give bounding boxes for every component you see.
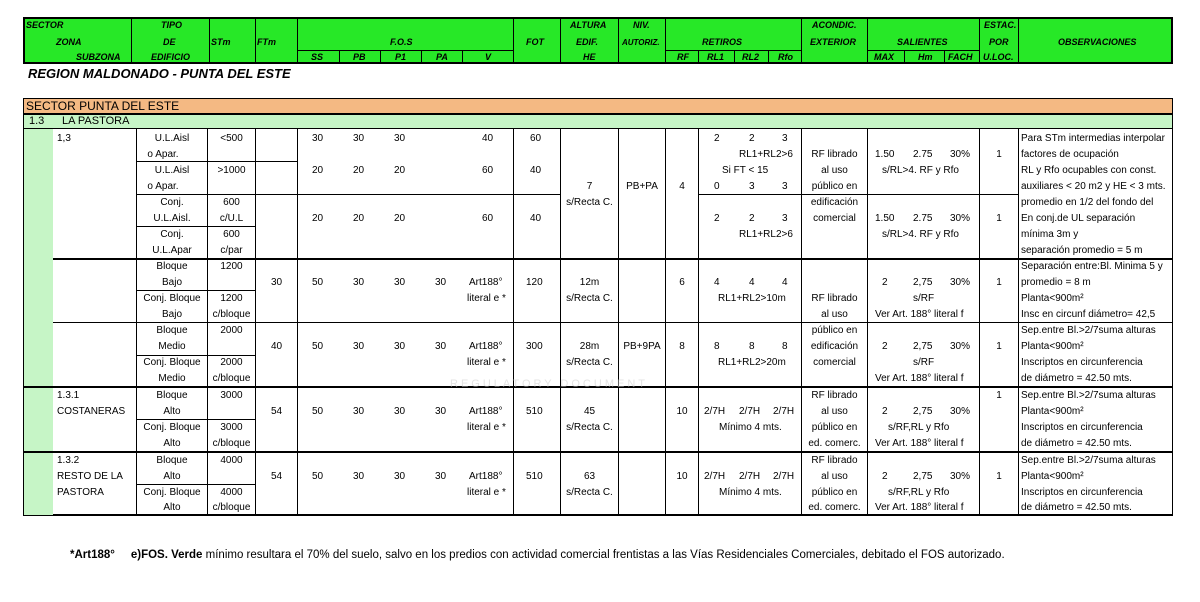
he-cell: s/Recta C. [566,197,613,208]
tipo-cell: Conj. Bloque [143,357,201,368]
stm-cell: 600 [223,197,240,208]
stm-cell: 1200 [220,293,243,304]
fos-ss: 50 [312,406,324,417]
obs-line: de diámetro = 42.50 mts. [1021,373,1132,384]
footnote-ref: *Art188° [70,549,115,561]
tipo-cell: Bajo [161,309,182,320]
obs-line: En conj.de UL separación [1021,213,1136,224]
header-de: DE [163,37,176,47]
zone-band [23,129,53,516]
acond-line: al uso [821,309,848,320]
fot-cell: 120 [526,277,543,288]
header-salientes: SALIENTES [897,37,948,47]
rfo-cell: 4 [782,277,788,288]
header-zona: ZONA [56,37,82,47]
obs-line: promedio = 8 m [1021,277,1091,288]
estac-cell: 1 [996,277,1002,288]
header-acondic: ACONDIC. [812,20,857,30]
rfo-cell: 3 [782,133,788,144]
obs-line: Planta<900m² [1021,406,1084,417]
fos-v: 60 [482,213,494,224]
stm-cell: 4000 [220,455,243,466]
obs-line: Insc en circunf diámetro= 42,5 [1021,309,1156,320]
fot-cell: 300 [526,341,543,352]
fos-pb: 30 [353,471,365,482]
zone-name: LA PASTORA [62,115,130,127]
obs-line: factores de ocupación [1021,149,1119,160]
fot-cell: 60 [530,133,542,144]
estac-cell: 1 [996,149,1002,160]
estac-cell: 1 [996,471,1002,482]
header-fach: FACH [948,52,973,62]
sal-rule: s/RF [913,357,935,368]
fos-ss: 20 [312,213,324,224]
zone-row [23,114,1173,129]
acond-line: al uso [821,406,848,417]
sal-rule: s/RF,RL y Rfo [888,422,950,433]
subzona-name: PASTORA [57,487,104,498]
acond-line: RF librado [811,293,858,304]
header-exterior: EXTERIOR [810,37,857,47]
he-cell: 7 [586,181,593,192]
fos-v: literal e * [467,422,506,433]
header-edificio: EDIFICIO [151,52,191,62]
he-cell: s/Recta C. [566,357,613,368]
rl1-cell: 4 [714,277,720,288]
acond-line: al uso [821,165,848,176]
rfo-cell: 2/7H [773,471,795,482]
header-p1: P1 [395,52,407,62]
watermark: REGULATORY DOCUMENT [450,378,648,390]
fot-cell: 510 [526,406,543,417]
acond-line: RF librado [811,390,858,401]
footnote-text: mínimo resultara el 70% del suelo, salvo en los predios con actividad comercial frentistas a las Vías Residenciales Comerciales, debitado el FOS autorizado. [202,549,1005,561]
sal-fach: 30% [950,213,971,224]
rl1-cell: 2/7H [704,406,726,417]
obs-line: mínima 3m y [1021,229,1079,240]
fos-p1: 30 [394,406,406,417]
he-cell: s/Recta C. [566,487,613,498]
fos-pa: 30 [435,406,447,417]
stm-cell: >1000 [217,165,246,176]
stm-cell: 3000 [220,422,243,433]
fos-ss: 30 [312,133,324,144]
tipo-cell: Conj. [160,229,184,240]
header-hm: Hm [918,52,933,62]
sal-fach: 30% [950,471,971,482]
header-rf: RF [677,52,689,62]
sal-fach: 30% [950,406,971,417]
header-altura: ALTURA [570,20,607,30]
tipo-cell: U.L.Aisl. [153,213,191,224]
he-cell: s/Recta C. [566,422,613,433]
header-ss: SS [311,52,324,62]
obs-line: de diámetro = 42.50 mts. [1021,502,1132,513]
ftm-cell: 54 [270,406,283,417]
sal-max: 1.50 [875,149,895,160]
rf-cell: 6 [679,277,685,288]
acond-line: público en [811,325,858,336]
subzona-code: 1.3.1 [57,390,80,401]
obs-line: Sep.entre Bl.>2/7suma alturas [1021,390,1156,401]
fos-pb: 30 [353,406,365,417]
fos-p1: 20 [394,213,406,224]
obs-line: RL y Rfo ocupables con const. [1021,165,1157,176]
header-he: HE [583,52,596,62]
acond-line: comercial [813,357,856,368]
rl1-cell: 2 [714,213,720,224]
fot-cell: 510 [526,471,543,482]
niv-cell: PB+9PA [623,341,661,352]
sal-max: 1.50 [875,213,895,224]
header-edif: EDIF. [576,37,599,47]
fos-v: Art188° [469,341,503,352]
subzona-code: 1.3.2 [57,455,80,466]
rl2-cell: 4 [749,277,755,288]
tipo-cell: U.L.Aisl [154,133,190,144]
fos-pb: 30 [353,277,365,288]
obs-line: Inscriptos en circunferencia [1021,422,1143,433]
fot-cell: 40 [530,213,542,224]
acond-line: RF librado [811,149,858,160]
fos-v: Art188° [469,406,503,417]
retiros-rule: RL1+RL2>6 [739,229,793,240]
stm-cell: 1200 [220,261,243,272]
tipo-cell: Conj. Bloque [143,293,201,304]
estac-cell: 1 [996,390,1002,401]
tipo-cell: Bajo [161,277,182,288]
sal-rule: s/RF,RL y Rfo [888,487,950,498]
tipo-cell: U.L.Aisl [154,165,190,176]
fos-ss: 50 [312,341,324,352]
obs-line: Planta<900m² [1021,293,1084,304]
header-niv: NIV. [633,20,650,30]
stm-cell: c/bloque [212,309,251,320]
fos-p1: 30 [394,471,406,482]
acond-line: edificación [810,341,859,352]
obs-line: Inscriptos en circunferencia [1021,487,1143,498]
sal-hm: 2.75 [913,213,933,224]
rf-cell: 10 [676,471,688,482]
rl2-cell: 2/7H [739,471,761,482]
subzona-name: COSTANERAS [57,406,126,417]
fot-cell: 40 [530,165,542,176]
fos-v: literal e * [467,487,506,498]
subzona-name: RESTO DE LA [57,471,123,482]
stm-cell: c/bloque [212,502,251,513]
sal-rule: Ver Art. 188° literal f [875,502,964,513]
sal-hm: 2,75 [913,341,933,352]
acond-line: al uso [821,471,848,482]
stm-cell: 3000 [220,390,243,401]
sal-rule: s/RL>4. RF y Rfo [882,229,959,240]
acond-line: público en [811,487,858,498]
ftm-cell: 54 [270,471,283,482]
sector-row [23,98,1173,114]
obs-line: auxiliares < 20 m2 y HE < 3 mts. [1021,181,1166,192]
fos-ss: 50 [312,277,324,288]
he-cell: s/Recta C. [566,293,613,304]
rl1-cell: 2 [714,133,720,144]
header-estac: ESTAC. [984,20,1017,30]
retiros-rule: Si FT < 15 [722,165,769,176]
tipo-cell: Medio [158,341,186,352]
acond-line: ed. comerc. [808,438,861,449]
obs-line: Inscriptos en circunferencia [1021,357,1143,368]
rfo-cell: 3 [782,181,788,192]
rl2-cell: 2 [749,213,755,224]
header-max: MAX [874,52,894,62]
acond-line: comercial [813,213,856,224]
tipo-cell: Medio [158,373,186,384]
rfo-cell: 8 [782,341,788,352]
region-title: REGION MALDONADO - PUNTA DEL ESTE [28,66,291,81]
header-ftm: FTm [257,37,276,47]
fos-pb: 30 [353,341,365,352]
tipo-cell: Bloque [156,325,188,336]
stm-cell: c/bloque [212,438,251,449]
header-v: V [485,52,492,62]
fos-p1: 30 [394,133,406,144]
stm-cell: 2000 [220,325,243,336]
rf-cell: 8 [679,341,685,352]
tipo-cell: Bloque [156,455,188,466]
header-uloc: U.LOC. [983,52,1014,62]
stm-cell: 600 [223,229,240,240]
fos-pb: 30 [353,133,365,144]
sal-max: 2 [882,341,888,352]
sal-max: 2 [882,471,888,482]
tipo-cell: Alto [163,406,181,417]
niv-cell: PB+PA [626,181,658,192]
header-fot: FOT [526,37,544,47]
ftm-cell: 30 [270,277,283,288]
header-observaciones: OBSERVACIONES [1058,37,1137,47]
retiros-rule: RL1+RL2>6 [739,149,793,160]
header-pa: PA [436,52,448,62]
sal-fach: 30% [950,277,971,288]
retiros-rule: RL1+RL2>20m [718,357,786,368]
fos-p1: 30 [394,277,406,288]
ftm-cell: 40 [270,341,283,352]
rl1-cell: 2/7H [704,471,726,482]
stm-cell: 2000 [220,357,243,368]
tipo-cell: Bloque [156,261,188,272]
tipo-cell: o Apar. [147,149,179,160]
rf-cell: 10 [676,406,688,417]
sal-max: 2 [882,277,888,288]
footnote-label: e)FOS. Verde [130,549,203,561]
obs-line: Planta<900m² [1021,471,1084,482]
he-cell: 28m [579,341,600,352]
footnote [70,549,1005,561]
fos-ss: 20 [312,165,324,176]
sal-rule: s/RL>4. RF y Rfo [882,165,959,176]
fos-v: literal e * [467,293,506,304]
sal-rule: Ver Art. 188° literal f [875,309,964,320]
sal-rule: Ver Art. 188° literal f [875,373,964,384]
header-por: POR [989,37,1009,47]
stm-cell: c/par [220,245,243,256]
sal-hm: 2.75 [913,149,933,160]
he-cell: 63 [583,471,596,482]
obs-line: Para STm intermedias interpolar [1021,133,1165,144]
fos-v: 60 [482,165,494,176]
sal-fach: 30% [950,341,971,352]
header-sector: SECTOR [26,20,64,30]
stm-cell: 4000 [220,487,243,498]
rl1-cell: 8 [714,341,720,352]
header-retiros: RETIROS [702,37,743,47]
tipo-cell: Conj. Bloque [143,422,201,433]
sal-hm: 2,75 [913,406,933,417]
obs-line: promedio en 1/2 del fondo del [1021,197,1154,208]
header-fos: F.O.S [390,37,413,47]
he-cell: 12m [579,277,600,288]
header-autoriz: AUTORIZ. [622,38,660,47]
acond-line: ed. comerc. [808,502,861,513]
obs-line: Sep.entre Bl.>2/7suma alturas [1021,325,1156,336]
fos-v: Art188° [469,277,503,288]
acond-line: RF librado [811,455,858,466]
fos-v: 40 [482,133,494,144]
tipo-cell: Alto [163,502,181,513]
estac-cell: 1 [996,213,1002,224]
fos-pa: 30 [435,341,447,352]
sector-title: SECTOR PUNTA DEL ESTE [26,99,180,113]
acond-line: edificación [810,197,859,208]
header-pb: PB [353,52,366,62]
sal-hm: 2,75 [913,277,933,288]
obs-line: separación promedio = 5 m [1021,245,1143,256]
fos-p1: 30 [394,341,406,352]
fos-v: literal e * [467,357,506,368]
fos-ss: 50 [312,471,324,482]
rfo-cell: 2/7H [773,406,795,417]
stm-cell: c/bloque [212,373,251,384]
estac-cell: 1 [996,341,1002,352]
fos-p1: 20 [394,165,406,176]
rl2-cell: 3 [749,181,755,192]
he-cell: 45 [583,406,596,417]
sal-fach: 30% [950,149,971,160]
stm-cell: c/U.L [219,213,244,224]
rl2-cell: 2 [749,133,755,144]
tipo-cell: Bloque [156,390,188,401]
header-tipo: TIPO [161,20,183,30]
tipo-cell: U.L.Apar [152,245,192,256]
rl2-cell: 8 [749,341,755,352]
sal-rule: Ver Art. 188° literal f [875,438,964,449]
tipo-cell: o Apar. [147,181,179,192]
fos-pa: 30 [435,277,447,288]
stm-cell: <500 [220,133,243,144]
retiros-rule: RL1+RL2>10m [718,293,786,304]
sal-rule: s/RF [913,293,935,304]
retiros-rule: Mínimo 4 mts. [719,487,782,498]
zone-number: 1.3 [29,115,45,127]
fos-pb: 20 [353,213,365,224]
acond-line: público en [811,422,858,433]
subzona-1-3: 1,3 [57,133,71,144]
tipo-cell: Alto [163,438,181,449]
obs-line: Planta<900m² [1021,341,1084,352]
rf-cell: 4 [679,181,685,192]
tipo-cell: Alto [163,471,181,482]
rl1-cell: 0 [714,181,720,192]
rl2-cell: 2/7H [739,406,761,417]
header-rl2: RL2 [742,52,760,62]
obs-line: Sep.entre Bl.>2/7suma alturas [1021,455,1156,466]
rfo-cell: 3 [782,213,788,224]
tipo-cell: Conj. [160,197,184,208]
obs-line: Separación entre:Bl. Minima 5 y [1021,261,1163,272]
acond-line: público en [811,181,858,192]
sal-max: 2 [882,406,888,417]
header-stm: STm [211,37,231,47]
header-rl1: RL1 [707,52,725,62]
fos-pb: 20 [353,165,365,176]
sal-hm: 2,75 [913,471,933,482]
fos-pa: 30 [435,471,447,482]
tipo-cell: Conj. Bloque [143,487,201,498]
retiros-rule: Mínimo 4 mts. [719,422,782,433]
obs-line: de diámetro = 42.50 mts. [1021,438,1132,449]
header-subzona: SUBZONA [76,52,121,62]
fos-v: Art188° [469,471,503,482]
header-rfo: Rfo [778,52,793,62]
